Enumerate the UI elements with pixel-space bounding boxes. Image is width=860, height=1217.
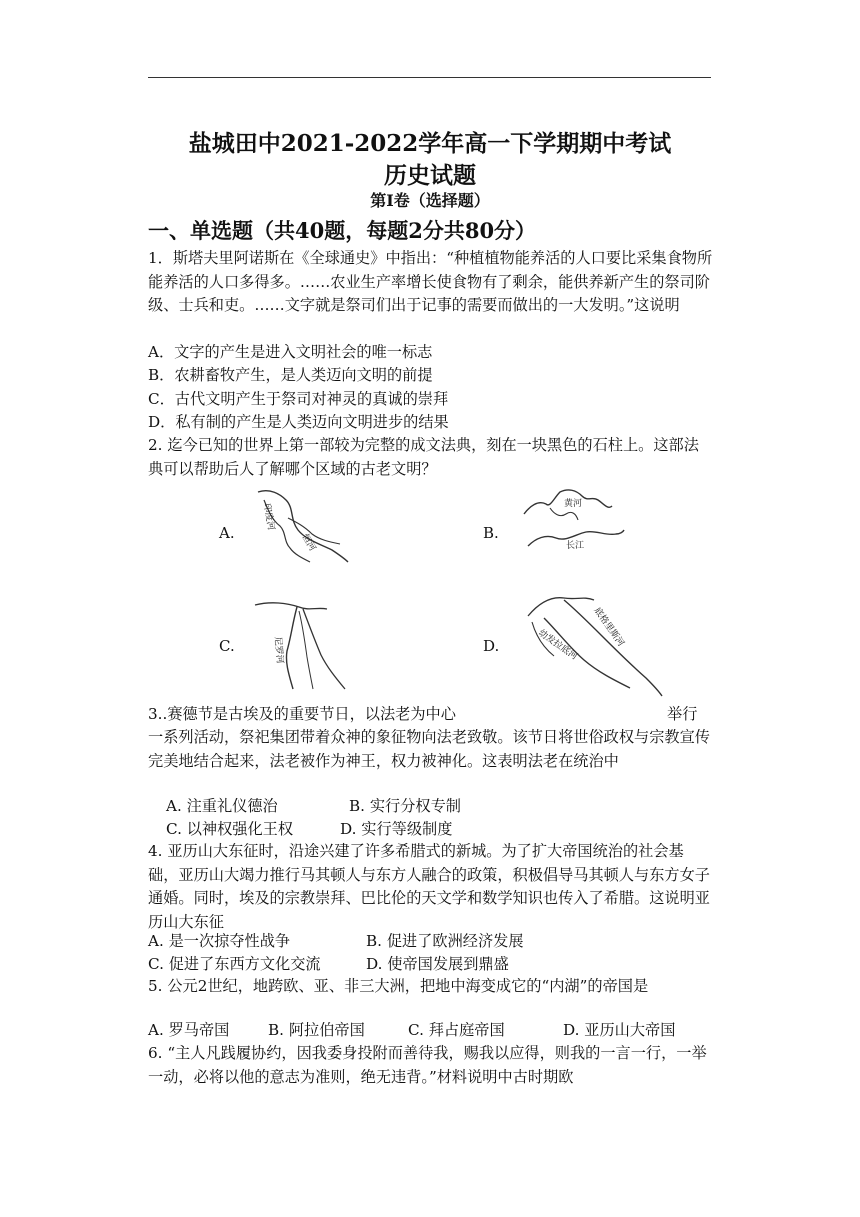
question-3-option-d: D. 实行等级制度 (340, 820, 453, 838)
header-rule (148, 77, 711, 78)
question-1-option-c: C．古代文明产生于祭司对神灵的真诚的崇拜 (148, 390, 449, 408)
map-option-a-image (250, 486, 350, 566)
question-5-option-b: B. 阿拉伯帝国 (268, 1021, 365, 1039)
question-5-option-c: C. 拜占庭帝国 (408, 1021, 505, 1039)
map-c-text-1: 尼罗河 (272, 636, 285, 665)
map-option-b-label: B. (483, 524, 499, 542)
question-1-stem: 1．斯塔夫里阿诺斯在《全球通史》中指出：“种植植物能养活的人口要比采集食物所能养活的人口多得多。……农业生产率增长使食物有了剩余，能供养新产生的祭司阶级、士兵和吏。……文字就是祭司们出于记事的需要而做出的一大发明。”这说明 (148, 249, 713, 314)
map-option-c-image (253, 597, 353, 692)
question-3-option-a: A. 注重礼仪德治 (166, 797, 278, 815)
map-a-text-2: 恒河 (299, 532, 318, 554)
question-3-stem-part2: 举行 (667, 705, 698, 723)
question-5-option-a: A. 罗马帝国 (148, 1021, 230, 1039)
question-4-option-c: C. 促进了东西方文化交流 (148, 955, 321, 973)
map-option-c-label: C. (219, 637, 235, 655)
question-3-option-b: B. 实行分权专制 (349, 797, 461, 815)
question-4-option-b: B. 促进了欧洲经济发展 (366, 932, 524, 950)
exam-title: 盐城田中2021-2022学年高一下学期期中考试 (188, 130, 672, 157)
question-3-option-c: C. 以神权强化王权 (166, 820, 294, 838)
question-2-stem: 2. 迄今已知的世界上第一部较为完整的成文法典，刻在一块黑色的石柱上。这部法典可以帮助后人了解哪个区域的古老文明？ (148, 436, 699, 478)
question-4-stem: 4. 亚历山大东征时，沿途兴建了许多希腊式的新城。为了扩大帝国统治的社会基础，亚历山大竭力推行马其顿人与东方人融合的政策，积极倡导马其顿人与东方女子通婚。同时，埃及的宗教崇拜、巴比伦的天文学和数学知识也传入了希腊。这说明亚历山大东征 (148, 842, 710, 931)
question-4-option-a: A. 是一次掠夺性战争 (148, 932, 291, 950)
question-1-option-a: A．文字的产生是进入文明社会的唯一标志 (148, 343, 433, 361)
question-4-option-d: D. 使帝国发展到鼎盛 (366, 955, 509, 973)
question-5-option-d: D. 亚历山大帝国 (563, 1021, 676, 1039)
map-b-text-1: 黄河 (564, 499, 583, 509)
question-5-stem: 5. 公元2世纪，地跨欧、亚、非三大洲，把地中海变成它的“内湖”的帝国是 (148, 977, 649, 995)
question-3-stem-part1: 3..赛德节是古埃及的重要节日，以法老为中心 (148, 705, 456, 723)
map-option-d-label: D. (483, 637, 500, 655)
map-d-text-2: 幼发拉底河 (536, 628, 579, 663)
map-option-b-image (520, 484, 625, 564)
question-3-stem-rest: 一系列活动，祭祀集团带着众神的象征物向法老致敬。该节日将世俗政权与宗教宣传完美地结合起来，法老被作为神王，权力被神化。这表明法老在统治中 (148, 728, 710, 770)
section-heading: 一、单选题（共40题，每题2分共80分） (148, 218, 537, 243)
map-b-text-2: 长江 (566, 541, 585, 551)
volume-label: 第Ⅰ卷（选择题） (370, 191, 490, 210)
question-6-stem: 6. “主人凡践履协约，因我委身投附而善待我，赐我以应得，则我的一言一行，一举一动，必将以他的意志为准则，绝无违背。”材料说明中古时期欧 (148, 1044, 707, 1086)
map-option-a-label: A. (219, 524, 235, 542)
map-d-text-1: 底格里斯河 (591, 605, 626, 649)
map-a-text-1: 印度河 (261, 502, 276, 532)
map-option-d-image (524, 592, 664, 698)
question-1-option-b: B．农耕畜牧产生，是人类迈向文明的前提 (148, 366, 433, 384)
question-1-option-d: D．私有制的产生是人类迈向文明进步的结果 (148, 413, 449, 431)
exam-subject: 历史试题 (384, 162, 476, 189)
